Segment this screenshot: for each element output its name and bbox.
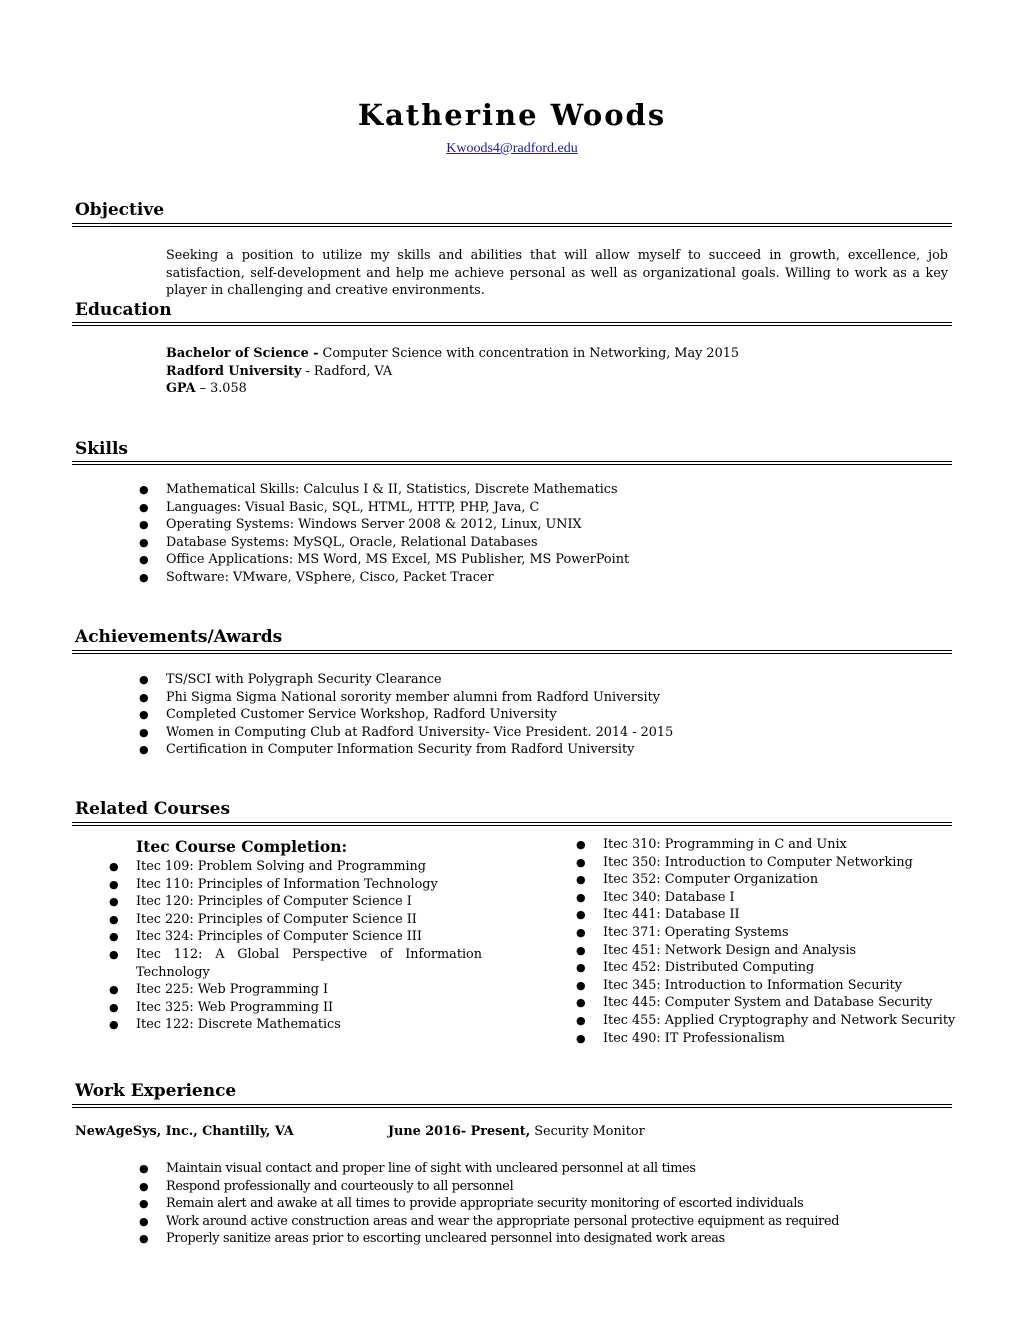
list-item-text: Maintain visual contact and proper line of sight with uncleared personnel at all times (166, 1161, 696, 1176)
bullet-icon: ● (109, 930, 119, 944)
objective-divider (72, 223, 952, 227)
list-item (139, 741, 673, 759)
list-item (576, 977, 955, 995)
list-item-text: Itec 445: Computer System and Database Security (603, 995, 933, 1011)
list-item (109, 1016, 482, 1034)
bullet-icon: ● (139, 1162, 149, 1175)
list-item-text: Itec 325: Web Programming II (136, 999, 334, 1015)
email-link[interactable]: Kwoods4@radford.edu (446, 141, 578, 156)
list-item (139, 551, 630, 569)
bullet-icon: ● (139, 690, 149, 704)
job-dates-role (388, 1124, 645, 1139)
bullet-icon: ● (139, 518, 149, 532)
list-item (109, 946, 482, 981)
bullet-icon: ● (576, 890, 586, 904)
bullet-icon: ● (576, 996, 586, 1010)
list-item (139, 499, 629, 517)
bullet-icon: ● (109, 895, 119, 909)
bullet-icon: ● (109, 912, 119, 926)
work-duties-list (139, 1160, 840, 1248)
list-item-text: Certification in Computer Information Security from Radford University (166, 742, 635, 758)
courses-subheading: Itec Course Completion: (136, 837, 348, 856)
list-item (139, 1178, 839, 1196)
bullet-icon: ● (139, 1232, 149, 1246)
list-item-text: Languages: Visual Basic, SQL, HTML, HTTP, PHP, Java, C (166, 499, 540, 515)
skills-divider (72, 461, 952, 465)
list-item-text: Itec 371: Operating Systems (603, 924, 789, 940)
list-item (109, 981, 482, 999)
bullet-icon: ● (139, 725, 149, 739)
list-item-text: Itec 109: Problem Solving and Programming (136, 859, 426, 874)
list-item (576, 854, 955, 872)
bullet-icon: ● (139, 483, 149, 496)
list-item-text: Itec 110: Principles of Information Technology (136, 876, 438, 892)
list-item-text: Itec 345: Introduction to Information Security (603, 977, 903, 993)
bullet-icon: ● (109, 947, 119, 961)
bullet-icon: ● (576, 943, 586, 957)
bullet-icon: ● (139, 743, 149, 757)
skills-heading: Skills (75, 439, 129, 459)
courses-left-list (109, 858, 482, 1034)
courses-right-list (576, 836, 956, 1047)
list-item-text: Itec 490: IT Professionalism (603, 1030, 785, 1046)
list-item (109, 911, 482, 929)
list-item (109, 858, 482, 876)
list-item (109, 876, 482, 894)
list-item-text: Itec 455: Applied Cryptography and Network Security (603, 1012, 956, 1028)
gpa-label: GPA (166, 381, 196, 397)
skills-list (139, 481, 630, 587)
bullet-icon: ● (576, 838, 586, 851)
list-item (576, 924, 955, 942)
bullet-icon: ● (139, 708, 149, 722)
bullet-icon: ● (139, 1197, 149, 1211)
list-item (109, 999, 482, 1017)
job-role: Security Monitor (530, 1124, 645, 1139)
list-item (139, 534, 629, 552)
list-item-text: Mathematical Skills: Calculus I & II, Statistics, Discrete Mathematics (166, 482, 618, 497)
candidate-name: Katherine Woods (357, 98, 667, 132)
courses-heading: Related Courses (75, 799, 231, 819)
list-item (139, 1195, 839, 1213)
list-item (576, 871, 955, 889)
gpa-line (166, 380, 739, 398)
list-item-text: Operating Systems: Windows Server 2008 & 2012, Linux, UNIX (166, 517, 582, 533)
list-item (576, 994, 955, 1012)
email-line (0, 141, 1024, 157)
list-item-text: Itec 452: Distributed Computing (603, 960, 815, 976)
list-item (576, 836, 955, 854)
list-item (139, 481, 629, 499)
company-name (75, 1124, 294, 1139)
list-item-text: Phi Sigma Sigma National sorority member alumni from Radford University (166, 689, 661, 705)
bullet-icon: ● (576, 908, 586, 922)
bullet-icon: ● (109, 877, 119, 891)
bullet-icon: ● (139, 1214, 149, 1228)
bullet-icon: ● (139, 673, 149, 686)
list-item (576, 906, 955, 924)
list-item (576, 1030, 955, 1048)
bullet-icon: ● (576, 961, 586, 975)
list-item-text: Completed Customer Service Workshop, Radford University (166, 707, 557, 723)
bullet-icon: ● (109, 983, 119, 997)
list-item-text: Respond professionally and courteously to all personnel (166, 1178, 514, 1194)
list-item-text: Itec 324: Principles of Computer Science III (136, 929, 422, 945)
list-item (139, 516, 629, 534)
school-detail: - Radford, VA (301, 363, 393, 379)
list-item (576, 942, 955, 960)
awards-divider (72, 650, 952, 654)
bullet-icon: ● (139, 553, 149, 567)
list-item-text: Itec 112: A Global Perspective of Information Technology (136, 946, 482, 980)
list-item (109, 928, 482, 946)
work-heading: Work Experience (75, 1081, 237, 1101)
list-item-text: Software: VMware, VSphere, Cisco, Packet Tracer (166, 569, 494, 585)
list-item (576, 1012, 956, 1030)
list-item-text: Office Applications: MS Word, MS Excel, MS Publisher, MS PowerPoint (166, 552, 630, 568)
job-dates: June 2016- Present, (388, 1124, 531, 1139)
bullet-icon: ● (139, 570, 149, 584)
list-item-text: Itec 340: Database I (603, 889, 735, 905)
list-item-text: Itec 441: Database II (603, 907, 740, 923)
objective-heading: Objective (75, 200, 165, 220)
bullet-icon: ● (109, 1018, 119, 1032)
list-item (139, 724, 674, 742)
list-item-text: Itec 225: Web Programming I (136, 982, 329, 998)
degree-label: Bachelor of Science - (166, 346, 319, 361)
bullet-icon: ● (576, 873, 586, 887)
bullet-icon: ● (576, 925, 586, 939)
list-item-text: Women in Computing Club at Radford University- Vice President. 2014 - 2015 (166, 724, 674, 740)
gpa-detail: – 3.058 (195, 381, 247, 397)
list-item-text: Itec 220: Principles of Computer Science II (136, 911, 417, 927)
list-item (139, 1213, 840, 1231)
list-item (139, 1160, 839, 1178)
list-item-text: Itec 310: Programming in C and Unix (603, 837, 847, 852)
degree-line (166, 345, 739, 363)
education-divider (72, 322, 952, 326)
list-item (576, 959, 955, 977)
list-item-text: Work around active construction areas and wear the appropriate personal protective equipment as required (166, 1213, 840, 1229)
bullet-icon: ● (576, 1031, 586, 1045)
awards-heading: Achievements/Awards (75, 627, 283, 647)
list-item-text: Itec 120: Principles of Computer Science I (136, 894, 412, 910)
list-item (139, 569, 629, 587)
list-item-text: Properly sanitize areas prior to escorting uncleared personnel into designated work areas (166, 1231, 725, 1247)
bullet-icon: ● (576, 978, 586, 992)
school-line (166, 363, 739, 381)
list-item-text: Remain alert and awake at all times to provide appropriate security monitoring of escorted individuals (166, 1196, 804, 1212)
education-heading: Education (75, 300, 172, 320)
list-item (576, 889, 955, 907)
bullet-icon: ● (109, 860, 119, 873)
degree-detail: Computer Science with concentration in Networking, May 2015 (318, 346, 740, 361)
list-item-text: Itec 350: Introduction to Computer Networking (603, 854, 913, 870)
school-label: Radford University (166, 363, 302, 379)
courses-divider (72, 822, 952, 826)
list-item (139, 671, 673, 689)
bullet-icon: ● (139, 535, 149, 549)
list-item-text: Itec 352: Computer Organization (603, 872, 819, 888)
list-item (109, 893, 482, 911)
list-item-text: TS/SCI with Polygraph Security Clearance (166, 672, 442, 687)
education-block (166, 345, 739, 398)
bullet-icon: ● (576, 855, 586, 869)
company-label: NewAgeSys, Inc., Chantilly, VA (75, 1124, 294, 1139)
list-item (139, 1230, 839, 1248)
bullet-icon: ● (139, 1179, 149, 1193)
awards-list (139, 671, 674, 759)
list-item (139, 706, 673, 724)
work-divider (72, 1104, 952, 1108)
bullet-icon: ● (109, 1000, 119, 1014)
list-item-text: Itec 122: Discrete Mathematics (136, 1017, 341, 1033)
list-item (139, 689, 673, 707)
bullet-icon: ● (576, 1013, 586, 1027)
bullet-icon: ● (139, 500, 149, 514)
list-item-text: Itec 451: Network Design and Analysis (603, 942, 857, 958)
list-item-text: Database Systems: MySQL, Oracle, Relational Databases (166, 534, 538, 550)
objective-text: Seeking a position to utilize my skills and abilities that will allow myself to succeed in growth, excellence, job satisfaction, self-development and help me achieve personal as well as organizational goals. Willing to work as a key player in challenging and creative environments. (166, 248, 948, 298)
